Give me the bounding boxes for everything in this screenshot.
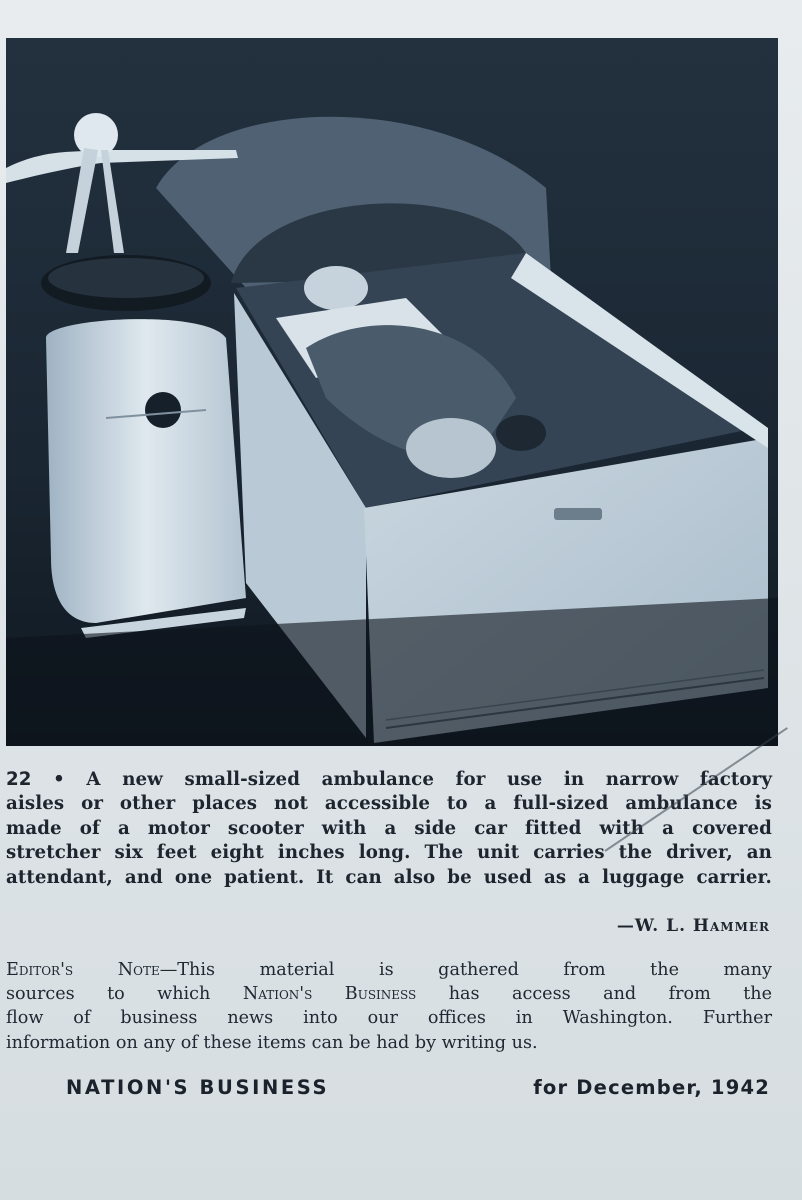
note-line-2b: has access and from the <box>448 984 773 1005</box>
issue-date: for December, 1942 <box>533 1076 770 1099</box>
bullet-icon: • <box>53 769 65 790</box>
caption-line-4: stretcher six feet eight inches long. The unit carries the driver, an <box>6 842 772 864</box>
caption-line-3: made of a motor scooter with a side car fitted with a covered <box>6 817 772 839</box>
ambulance-photo <box>6 38 778 746</box>
note-line-4: information on any of these items can be had by writing us. <box>6 1032 538 1053</box>
editors-note <box>6 958 772 1055</box>
note-line-1: —This material is gathered from the many <box>159 960 772 980</box>
note-line-3: flow of business news into our offices in Washington. Further <box>6 1008 772 1029</box>
caption-line-2: aisles or other places not accessible to a full-sized ambulance is <box>6 793 772 815</box>
caption-line-1: A new small-sized ambulance for use in narrow factory <box>86 769 772 790</box>
item-number: 22 <box>6 769 32 790</box>
page-footer <box>66 1076 770 1099</box>
publication-title: NATION'S BUSINESS <box>66 1076 330 1099</box>
photo-caption <box>6 768 772 890</box>
note-line-2a: sources to which <box>6 984 211 1005</box>
ambulance-illustration <box>6 38 778 746</box>
editors-note-label: Editor's Note <box>6 960 160 980</box>
publication-name-inline: Nation's Business <box>242 984 417 1005</box>
caption-line-5: attendant, and one patient. It can also be used as a luggage carrier. <box>6 866 772 888</box>
author-byline: —W. L. Hammer <box>616 916 770 936</box>
